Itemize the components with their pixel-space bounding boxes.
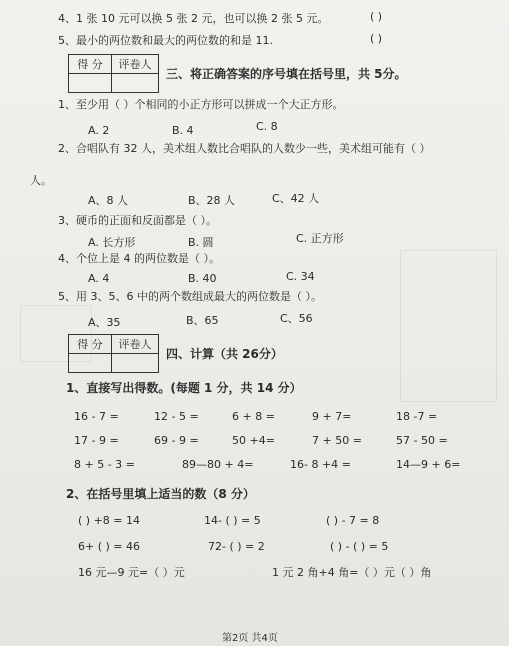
section-3-title: 三、将正确答案的序号填在括号里，共 5分。 [166, 67, 407, 81]
s3-q5-stem: 5、用 3、5、6 中的两个数组成最大的两位数是（ ）。 [58, 290, 322, 303]
question-5-text: 5、最小的两位数和最大的两位数的和是 11. [58, 34, 273, 47]
s3-q1-option-b: B. 4 [172, 124, 194, 137]
fill-item: 72- ( ) = 2 [208, 540, 265, 553]
s3-q3-option-c: C. 正方形 [296, 232, 344, 245]
calc-item: 8 + 5 - 3 = [74, 458, 135, 471]
question-4-paren[interactable]: ( ) [370, 10, 383, 23]
score-table [68, 334, 159, 373]
question-5-paren[interactable]: ( ) [370, 32, 383, 45]
s3-q2-option-b: B、28 人 [188, 194, 236, 207]
s3-q3-stem: 3、硬币的正面和反面都是（ ）。 [58, 214, 217, 227]
part-1-title: 1、直接写出得数。(每题 1 分，共 14 分） [66, 381, 302, 395]
question-4-text: 4、1 张 10 元可以换 5 张 2 元，也可以换 2 张 5 元。 [58, 12, 329, 25]
calc-item: 9 + 7= [312, 410, 352, 423]
page-footer: 第2页 共4页 [222, 633, 278, 644]
s3-q2-option-a: A、8 人 [88, 194, 129, 207]
score-label: 得 分 [69, 55, 112, 74]
section-4-title: 四、计算（共 26分） [166, 347, 283, 361]
calc-item: 16- 8 +4 = [290, 458, 351, 471]
calc-item: 89—80 + 4= [182, 458, 254, 471]
s3-q4-option-b: B. 40 [188, 272, 217, 285]
s3-q2-stem: 2、合唱队有 32 人，美术组人数比合唱队的人数少一些，美术组可能有（ ） [58, 142, 431, 155]
s3-q1-option-c: C. 8 [256, 120, 278, 133]
fill-item: ( ) +8 = 14 [78, 514, 140, 527]
s3-q1-stem: 1、至少用（ ）个相同的小正方形可以拼成一个大正方形。 [58, 98, 344, 111]
grader-cell[interactable] [112, 74, 159, 93]
fill-item: 6+ ( ) = 46 [78, 540, 140, 553]
fill-item: 1 元 2 角+4 角=（ ）元（ ）角 [272, 566, 432, 579]
calc-item: 12 - 5 = [154, 410, 199, 423]
s3-q3-option-b: B. 圆 [188, 236, 214, 249]
calc-item: 14—9 + 6= [396, 458, 461, 471]
grader-label: 评卷人 [112, 335, 159, 354]
s3-q2-stem-cont: 人。 [30, 174, 52, 187]
s3-q5-option-c: C、56 [280, 312, 313, 325]
fill-item: ( ) - ( ) = 5 [330, 540, 389, 553]
s3-q4-option-c: C. 34 [286, 270, 315, 283]
s3-q4-stem: 4、个位上是 4 的两位数是（ ）。 [58, 252, 220, 265]
grader-label: 评卷人 [112, 55, 159, 74]
calc-item: 6 + 8 = [232, 410, 275, 423]
fill-item: ( ) - 7 = 8 [326, 514, 380, 527]
calc-item: 7 + 50 = [312, 434, 362, 447]
calc-item: 16 - 7 = [74, 410, 119, 423]
calc-item: 57 - 50 = [396, 434, 448, 447]
s3-q2-option-c: C、42 人 [272, 192, 320, 205]
fill-item: 16 元—9 元=（ ）元 [78, 566, 185, 579]
s3-q4-option-a: A. 4 [88, 272, 110, 285]
calc-item: 50 +4= [232, 434, 275, 447]
score-table [68, 54, 159, 93]
calc-item: 17 - 9 = [74, 434, 119, 447]
s3-q5-option-a: A、35 [88, 316, 121, 329]
s3-q5-option-b: B、65 [186, 314, 219, 327]
calc-item: 69 - 9 = [154, 434, 199, 447]
s3-q3-option-a: A. 长方形 [88, 236, 136, 249]
score-cell[interactable] [69, 74, 112, 93]
part-2-title: 2、在括号里填上适当的数（8 分） [66, 487, 255, 501]
calc-item: 18 -7 = [396, 410, 438, 423]
fill-item: 14- ( ) = 5 [204, 514, 261, 527]
score-cell[interactable] [69, 354, 112, 373]
show-through-box [400, 250, 497, 402]
s3-q1-option-a: A. 2 [88, 124, 110, 137]
grader-cell[interactable] [112, 354, 159, 373]
score-label: 得 分 [69, 335, 112, 354]
